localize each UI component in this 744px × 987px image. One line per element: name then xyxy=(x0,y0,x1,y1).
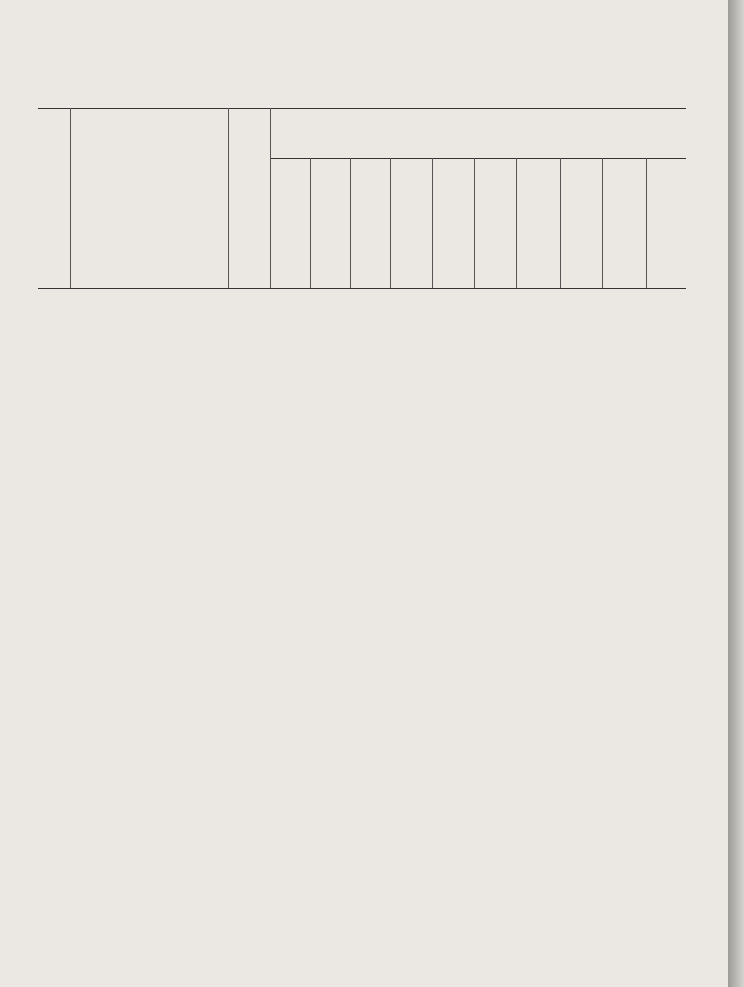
column-divider xyxy=(560,158,561,288)
header-bottom-rule xyxy=(38,288,686,289)
column-divider xyxy=(228,108,229,288)
column-divider xyxy=(516,158,517,288)
column-divider xyxy=(602,158,603,288)
column-divider xyxy=(390,158,391,288)
column-divider xyxy=(646,158,647,288)
header-top-rule xyxy=(38,108,686,109)
column-divider xyxy=(350,158,351,288)
party-rule xyxy=(270,158,686,159)
column-divider xyxy=(70,108,71,288)
column-divider xyxy=(310,158,311,288)
book-spine xyxy=(728,0,744,987)
column-divider xyxy=(474,158,475,288)
column-divider xyxy=(432,158,433,288)
column-divider xyxy=(270,108,271,288)
